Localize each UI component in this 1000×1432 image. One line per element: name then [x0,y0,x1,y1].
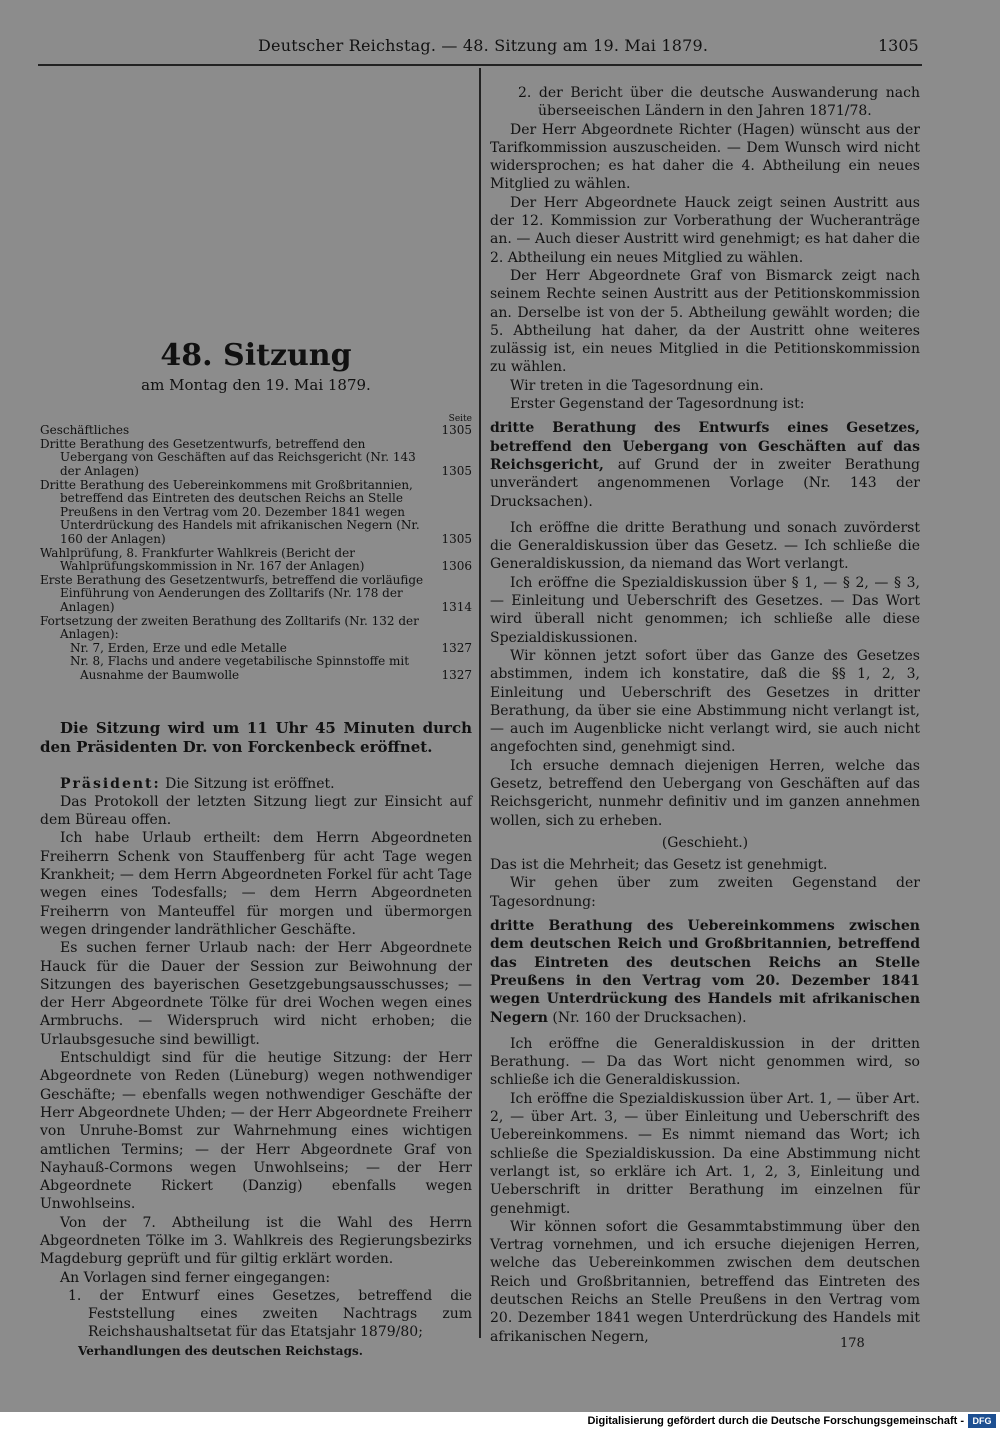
toc-entry [40,655,472,682]
paragraph-text: Die Sitzung ist eröffnet. [165,775,335,792]
toc-entry-title: Fortsetzung der zweiten Berathung des Zolltarifs (Nr. 132 der Anlagen): [40,613,419,642]
right-column [490,84,920,1346]
toc-entry-title: Wahlprüfung, 8. Frankfurter Wahlkreis (Bericht der Wahlprüfungskommission in Nr. 167 der Anlagen) [40,545,365,574]
paragraph: Ich eröffne die Spezialdiskussion über § 1, — § 2, — § 3, — Einleitung und Ueberschrift des Gesetzes. — Das Wort wird überall nicht genommen; ich schließe alle diese Spezialdiskussionen. [490,574,920,646]
paragraph: Wir können sofort die Gesammtabstimmung über den Vertrag vornehmen, und ich ersuche diejenigen Herren, welche das Uebereinkommen zwischen dem deutschen Reich und Großbritannien, betreffend das Eintreten des deutschen Reichs an Stelle Preußens in den Vertrag vom 20. Dezember 1841 wegen Unterdrückung des Handels mit afrikanischen Negern, [490,1218,920,1345]
list-item: 2. der Bericht über die deutsche Auswanderung nach überseeischen Ländern in den Jahren 1871/78. [518,85,920,120]
toc-entry-page: 1305 [441,423,472,438]
paragraph: Ich eröffne die dritte Berathung und sonach zuvörderst die Generaldiskussion über das Gesetz. — Ich schließe die Generaldiskussion, da niemand das Wort verlangt. [490,519,920,573]
paragraph: Wir treten in die Tagesordnung ein. [510,377,764,394]
column-divider [479,68,481,1338]
paragraph: Entschuldigt sind für die heutige Sitzung: der Herr Abgeordnete von Reden (Lüneburg) wegen nothwendiger Geschäfte; — ebenfalls wegen nothwendiger Geschäfte der Herr Abgeordnete Uhden; — der Herr Abgeordnete Freiherr von Unruhe-Bomst zur Wahrnehmung eines wichtigen amtlichen Termins; — der Herr Abgeordnete Graf von Nayhauß-Cormons wegen Unwohlseins; — der Herr Abgeordnete Rickert (Danzig) ebenfalls wegen Unwohlseins. [40,1050,472,1213]
paragraph: Ich eröffne die Spezialdiskussion über Art. 1, — über Art. 2, — über Art. 3, — über Einleitung und Ueberschrift des Uebereinkommens. — Es nimmt niemand das Wort; ich schließe die Spezialdiskussion. Da eine Abstimmung nicht verlangt ist, so erkläre ich Art. 1, 2, 3, Einleitung und Ueberschrift in dritter Berathung im einzelnen für genehmigt. [490,1090,920,1217]
toc-entry-page: 1327 [441,640,472,655]
page-number: 1305 [878,36,919,55]
toc-entry-title: Dritte Berathung des Gesetzentwurfs, betreffend den Uebergang von Geschäften auf das Reichsgericht (Nr. 143 der Anlagen) [40,436,416,479]
running-head: Deutscher Reichstag. — 48. Sitzung am 19. Mai 1879. [258,36,709,55]
agenda-item-detail: (Nr. 160 der Drucksachen). [552,1009,747,1026]
toc-entry [40,574,472,615]
toc-entry-page: 1314 [441,600,472,615]
header-rule [38,64,922,66]
toc-entry [40,424,472,438]
toc-entry-title: Geschäftliches [40,423,130,438]
agenda-item-title: dritte Berathung des Entwurfs eines Gesetzes, betreffend den Uebergang von Geschäften auf das Reichsgericht, [490,420,920,473]
paragraph: Wir gehen über zum zweiten Gegenstand der Tagesordnung: [490,875,920,910]
book-title-footer: Verhandlungen des deutschen Reichstags. [78,1344,363,1358]
toc-entry [40,615,472,642]
paragraph: Ich habe Urlaub ertheilt: dem Herrn Abgeordneten Freiherrn Schenk von Stauffenberg für acht Tage wegen Krankheit; — dem Herrn Abgeordneten Forkel für acht Tage wegen eines Todesfalls; — dem Herrn Abgeordneten Freiherrn von Manteuffel für morgen und übermorgen wegen dringender landräthlicher Geschäfte. [40,830,472,938]
toc-entry-title: Dritte Berathung des Uebereinkommens mit Großbritannien, betreffend das Eintreten des deutschen Reichs an Stelle Preußens in den Vertrag vom 20. Dezember 1841 wegen Unterdrückung des Handels mit afrikanischen Negern (Nr. 160 der Anlagen) [40,477,420,547]
paragraph: Der Herr Abgeordnete Graf von Bismarck zeigt nach seinem Rechte seinen Austritt aus der Petitionskommission an. Derselbe ist von der 5. Abtheilung gewählt worden; die 5. Abtheilung hat daher, da der Austritt ohne weiteres zulässig ist, ein neues Mitglied in die Petitionskommission zu wählen. [490,267,920,376]
toc-entry-title: Nr. 8, Flachs und andere vegetabilische Spinnstoffe mit Ausnahme der Baumwolle [70,654,410,682]
paragraph: Wir können jetzt sofort über das Ganze des Gesetzes abstimmen, indem ich konstatire, daß die §§ 1, 2, 3, Einleitung und Ueberschrift des Gesetzes in dritter Berathung, da über sie eine Abstimmung nicht verlangt ist, — auch im Augenblicke nicht verlangt wird, sie auch nicht angefochten sind, genehmigt sind. [490,647,920,756]
paragraph: Von der 7. Abtheilung ist die Wahl des Herrn Abgeordneten Tölke im 3. Wahlkreis des Regierungsbezirks Magdeburg geprüft und für giltig erklärt worden. [40,1214,472,1268]
paragraph: Ich eröffne die Generaldiskussion in der dritten Berathung. — Da das Wort nicht genommen wird, so schließe ich die Generaldiskussion. [490,1035,920,1089]
agenda-item [490,419,920,510]
toc-entry-title: Erste Berathung des Gesetzentwurfs, betreffend die vorläufige Einführung von Aenderungen des Zolltarifs (Nr. 178 der Anlagen) [40,572,424,615]
toc-entry-page: 1306 [441,559,472,574]
session-title: 48. Sitzung [160,338,352,373]
table-of-contents [40,414,472,682]
stage-direction: (Geschieht.) [661,834,749,851]
paragraph: Es suchen ferner Urlaub nach: der Herr Abgeordnete Hauck für die Dauer der Session zur Beiwohnung der Sitzungen des bayerischen Gesetzgebungsausschusses; — der Herr Abgeordnete Tölke für drei Wochen wegen eines Armbruchs. — Widerspruch wird nicht erhoben; die Urlaubsgesuche sind bewilligt. [40,940,472,1048]
paragraph: An Vorlagen sind ferner eingegangen: [60,1269,331,1286]
paragraph: Der Herr Abgeordnete Richter (Hagen) wünscht aus der Tarifkommission auszuscheiden. — Dem Wunsch wird nicht widersprochen; es hat daher die 4. Abtheilung ein neues Mitglied zu wählen. [490,121,920,193]
toc-entry-title: Nr. 7, Erden, Erze und edle Metalle [70,640,287,655]
signature-mark: 178 [840,1336,865,1351]
agenda-item-detail: auf Grund der in zweiter Berathung unverändert angenommenen Vorlage (Nr. 143 der Drucksachen). [490,456,921,510]
toc-page-column-label: Seite [448,414,472,425]
paragraph: Das ist die Mehrheit; das Gesetz ist genehmigt. [490,857,828,874]
dfg-logo: DFG [968,1414,996,1428]
digitization-credit: Digitalisierung gefördert durch die Deutsche Forschungsgemeinschaft - [587,1415,964,1427]
toc-entry-page: 1305 [441,464,472,479]
speaker-label: Präsident: [60,775,161,792]
paragraph: Der Herr Abgeordnete Hauck zeigt seinen Austritt aus der 12. Kommission zur Vorberathung der Wucheranträge an. — Auch dieser Austritt wird genehmigt; es hat daher die 2. Abtheilung ein neues Mitglied zu wählen. [490,194,920,266]
toc-entry [40,642,472,656]
toc-entry [40,438,472,479]
toc-entry-page: 1327 [441,667,472,682]
toc-entry-page: 1305 [441,532,472,547]
paragraph: Erster Gegenstand der Tagesordnung ist: [510,396,805,413]
agenda-item [490,917,920,1027]
toc-entry [40,479,472,547]
toc-entry [40,547,472,574]
paragraph [40,775,472,793]
session-date: am Montag den 19. Mai 1879. [141,376,371,394]
paragraph: Ich ersuche demnach diejenigen Herren, welche das Gesetz, betreffend den Uebergang von Geschäften auf das Reichsgericht, nunmehr definitiv und im ganzen annehmen wollen, sich zu erheben. [490,757,920,829]
left-column [40,338,472,1342]
agenda-item-title: dritte Berathung des Uebereinkommens zwischen dem deutschen Reich und Großbritannien, betreffend das Eintreten des deutschen Reichs an Stelle Preußens in den Vertrag vom 20. Dezember 1841 wegen Unterdrückung des Handels mit afrikanischen Negern [490,918,920,1026]
paragraph: Das Protokoll der letzten Sitzung liegt zur Einsicht auf dem Büreau offen. [40,793,472,829]
session-opening: Die Sitzung wird um 11 Uhr 45 Minuten durch den Präsidenten Dr. von Forckenbeck eröffnet. [40,718,472,756]
list-item: 1. der Entwurf eines Gesetzes, betreffend die Feststellung eines zweiten Nachtrags zum Reichshaushaltsetat für das Etatsjahr 1879/80; [68,1287,472,1341]
